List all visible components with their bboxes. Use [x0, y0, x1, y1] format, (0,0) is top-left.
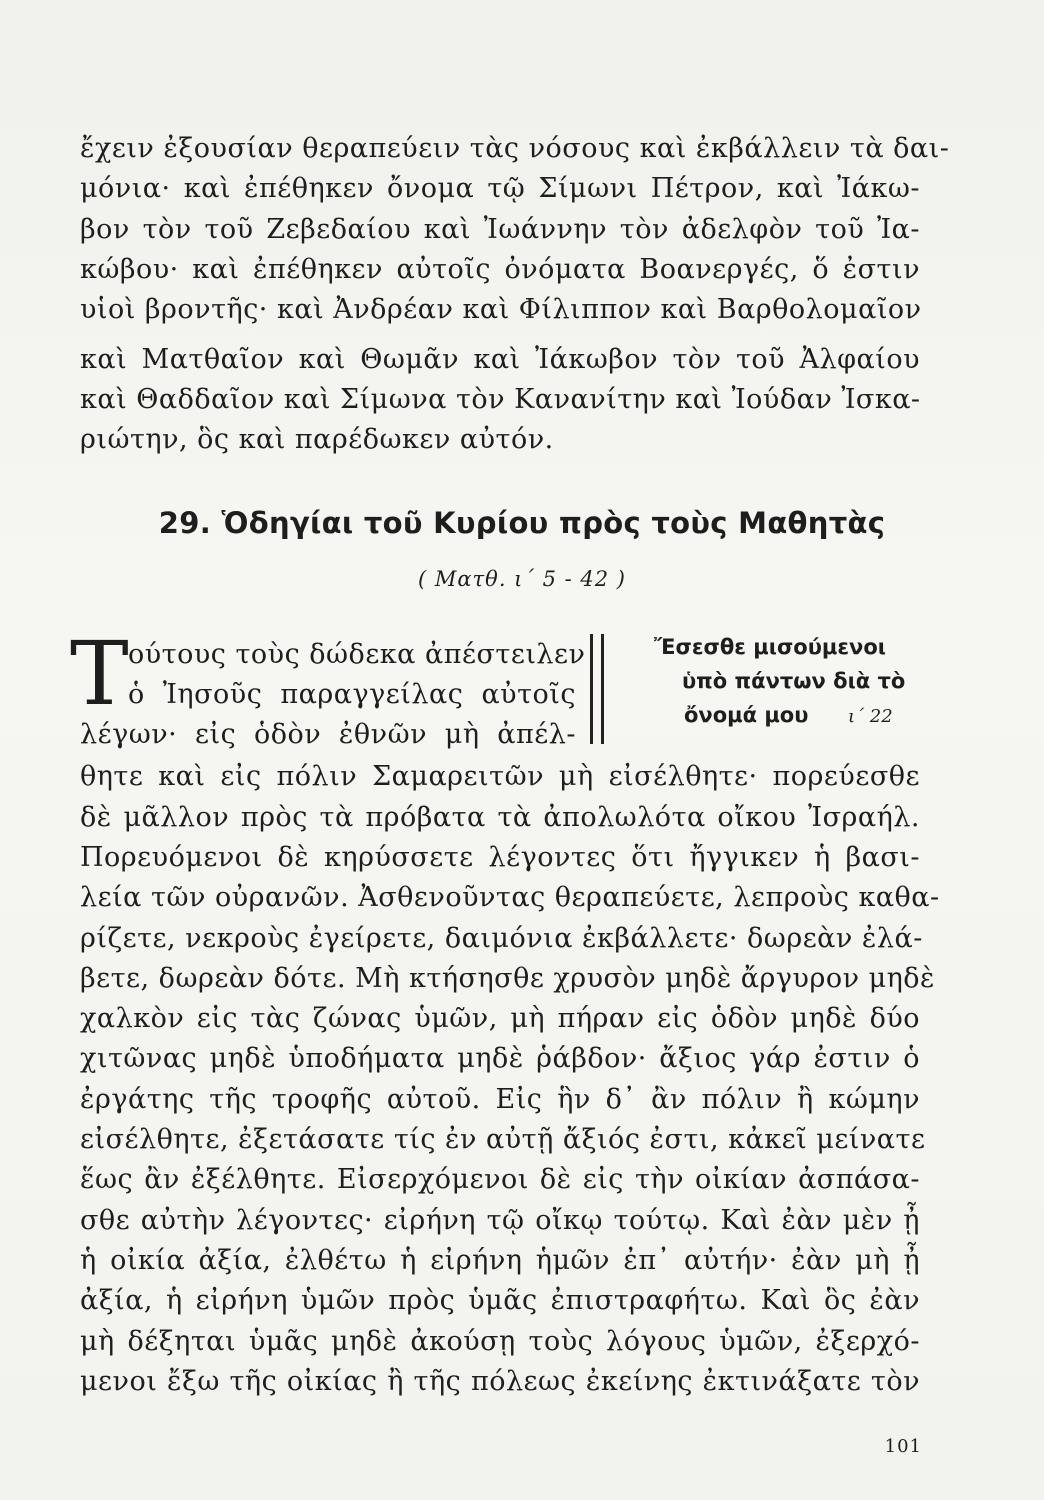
text-line: κώβου· καὶ ἐπέθηκεν αὐτοῖς ὀνόματα Βοανεργές, ὅ ἐστιν: [80, 254, 920, 285]
text-line: καὶ Θαδδαῖον καὶ Σίμωνα τὸν Κανανίτην καὶ Ἰούδαν Ἰσκα-: [80, 384, 921, 415]
text-line: εἰσέλθητε, ἐξετάσατε τίς ἐν αὐτῇ ἄξιός ἐστι, κἀκεῖ μείνατε: [80, 1124, 926, 1155]
text-line: ἐργάτης τῆς τροφῆς αὐτοῦ. Εἰς ἣν δ᾽ ἂν πόλιν ἢ κώμην: [80, 1084, 920, 1115]
text-line: μόνια· καὶ ἐπέθηκεν ὄνομα τῷ Σίμωνι Πέτρον, καὶ Ἰάκω-: [80, 173, 920, 204]
side-note-line: ὄνομά μου: [684, 703, 809, 727]
text-line: λέγων· εἰς ὁδὸν ἐθνῶν μὴ ἀπέλ-: [80, 719, 576, 750]
text-line: καὶ Ματθαῖον καὶ Θωμᾶν καὶ Ἰάκωβον τὸν τοῦ Ἀλφαίου: [80, 344, 920, 375]
text-line: μὴ δέξηται ὑμᾶς μηδὲ ἀκούσῃ τοὺς λόγους ὑμῶν, ἐξερχό-: [80, 1326, 920, 1357]
section-title: 29. Ὁδηγίαι τοῦ Κυρίου πρὸς τοὺς Μαθητὰς: [158, 506, 886, 540]
text-line: ἔχειν ἐξουσίαν θεραπεύειν τὰς νόσους καὶ ἐκβάλλειν τὰ δαι-: [80, 133, 950, 164]
text-line: χαλκὸν εἰς τὰς ζώνας ὑμῶν, μὴ πήραν εἰς ὁδὸν μηδὲ δύο: [80, 1003, 920, 1034]
text-line: μενοι ἔξω τῆς οἰκίας ἢ τῆς πόλεως ἐκείνης ἐκτινάξατε τὸν: [80, 1366, 920, 1397]
text-line: ρίζετε, νεκροὺς ἐγείρετε, δαιμόνια ἐκβάλλετε· δωρεὰν ἐλά-: [80, 923, 923, 954]
text-line: σθε αὐτὴν λέγοντες· εἰρήνη τῷ οἴκῳ τούτῳ. Καὶ ἐὰν μὲν ᾖ: [80, 1205, 920, 1236]
text-line: ἡ οἰκία ἀξία, ἐλθέτω ἡ εἰρήνη ἡμῶν ἐπ᾽ αὐτήν· ἐὰν μὴ ᾖ: [80, 1245, 920, 1276]
text-line: Πορευόμενοι δὲ κηρύσσετε λέγοντες ὅτι ἤγγικεν ἡ βασι-: [80, 842, 920, 873]
text-line: ούτους τοὺς δώδεκα ἀπέστειλεν: [128, 639, 586, 670]
section-reference: ( Ματθ. ι΄ 5 - 42 ): [418, 567, 626, 591]
text-line: υἱοὶ βροντῆς· καὶ Ἀνδρέαν καὶ Φίλιππον καὶ Βαρθολομαῖον: [80, 294, 922, 325]
drop-cap: Τ: [70, 622, 129, 725]
text-line: ὁ Ἰησοῦς παραγγείλας αὐτοῖς: [128, 679, 576, 710]
page-number: 101: [884, 1436, 922, 1457]
text-line: δὲ μᾶλλον πρὸς τὰ πρόβατα τὰ ἀπολωλότα οἴκου Ἰσραήλ.: [80, 802, 920, 833]
side-note-line: ὑπὸ πάντων διὰ τὸ: [682, 669, 906, 693]
text-line: χιτῶνας μηδὲ ὑποδήματα μηδὲ ῥάβδον· ἄξιος γάρ ἐστιν ὁ: [80, 1043, 920, 1074]
text-line: θητε καὶ εἰς πόλιν Σαμαρειτῶν μὴ εἰσέλθητε· πορεύεσθε: [80, 761, 920, 792]
text-line: λεία τῶν οὐρανῶν. Ἀσθενοῦντας θεραπεύετε, λεπροὺς καθα-: [80, 882, 940, 913]
text-line: βον τὸν τοῦ Ζεβεδαίου καὶ Ἰωάννην τὸν ἀδελφὸν τοῦ Ἰα-: [80, 214, 920, 245]
text-line: ἀξία, ἡ εἰρήνη ὑμῶν πρὸς ὑμᾶς ἐπιστραφήτω. Καὶ ὃς ἐὰν: [80, 1285, 920, 1316]
text-line: βετε, δωρεὰν δότε. Μὴ κτήσησθε χρυσὸν μηδὲ ἄργυρον μηδὲ: [80, 963, 936, 994]
text-line: ριώτην, ὃς καὶ παρέδωκεν αὐτόν.: [80, 424, 554, 455]
side-note-rule: [590, 634, 604, 744]
side-note-reference: ι΄ 22: [848, 706, 893, 727]
text-line: ἕως ἂν ἐξέλθητε. Εἰσερχόμενοι δὲ εἰς τὴν οἰκίαν ἀσπάσα-: [80, 1164, 920, 1195]
side-note-line: Ἔσεσθε μισούμενοι: [654, 635, 886, 659]
